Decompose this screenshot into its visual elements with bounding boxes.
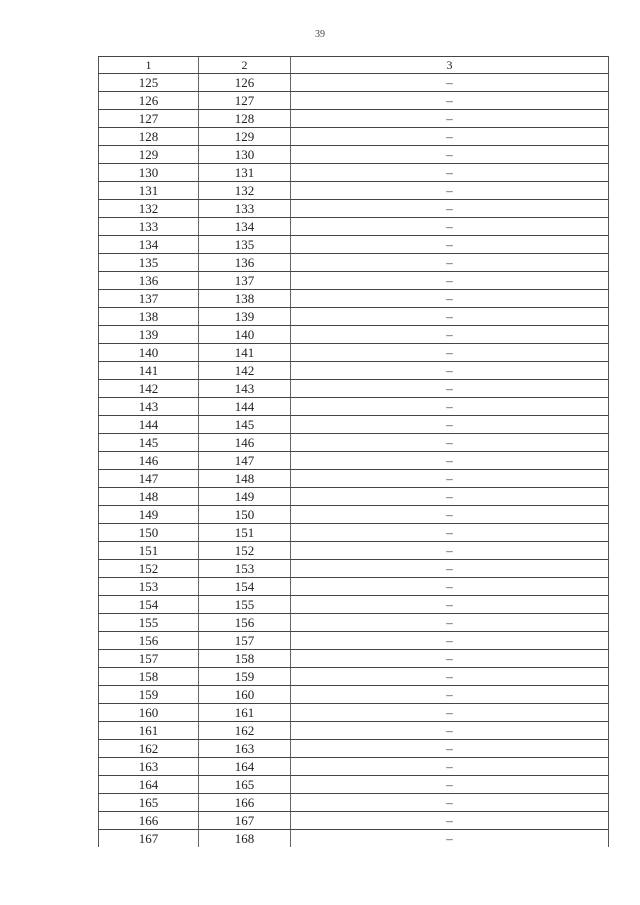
cell-col-1: 137 xyxy=(99,290,199,308)
table-row xyxy=(99,92,609,110)
table-row xyxy=(99,236,609,254)
cell-col-2: 161 xyxy=(199,704,291,722)
cell-col-3: – xyxy=(291,236,609,254)
cell-col-3: – xyxy=(291,146,609,164)
cell-col-2: 160 xyxy=(199,686,291,704)
table-row xyxy=(99,452,609,470)
cell-col-2: 136 xyxy=(199,254,291,272)
table-row xyxy=(99,758,609,776)
cell-col-3: – xyxy=(291,524,609,542)
table-row xyxy=(99,110,609,128)
cell-col-2: 158 xyxy=(199,650,291,668)
table-row xyxy=(99,650,609,668)
cell-col-2: 153 xyxy=(199,560,291,578)
cell-col-2: 142 xyxy=(199,362,291,380)
table-body xyxy=(99,74,609,848)
cell-col-2: 140 xyxy=(199,326,291,344)
cell-col-1: 126 xyxy=(99,92,199,110)
cell-col-2: 135 xyxy=(199,236,291,254)
cell-col-1: 158 xyxy=(99,668,199,686)
cell-col-3: – xyxy=(291,434,609,452)
cell-col-3: – xyxy=(291,812,609,830)
cell-col-3: – xyxy=(291,668,609,686)
table-row xyxy=(99,74,609,92)
cell-col-2: 128 xyxy=(199,110,291,128)
table-row xyxy=(99,308,609,326)
cell-col-1: 133 xyxy=(99,218,199,236)
table-row xyxy=(99,326,609,344)
table-row xyxy=(99,776,609,794)
cell-col-3: – xyxy=(291,110,609,128)
cell-col-1: 152 xyxy=(99,560,199,578)
cell-col-2: 139 xyxy=(199,308,291,326)
cell-col-2: 132 xyxy=(199,182,291,200)
cell-col-2: 162 xyxy=(199,722,291,740)
page-number: 39 xyxy=(315,29,325,40)
cell-col-3: – xyxy=(291,776,609,794)
cell-col-1: 144 xyxy=(99,416,199,434)
cell-col-3: – xyxy=(291,92,609,110)
table-row xyxy=(99,290,609,308)
cell-col-3: – xyxy=(291,632,609,650)
cell-col-2: 144 xyxy=(199,398,291,416)
cell-col-1: 162 xyxy=(99,740,199,758)
table-row xyxy=(99,632,609,650)
table-row xyxy=(99,560,609,578)
cell-col-1: 139 xyxy=(99,326,199,344)
cell-col-3: – xyxy=(291,470,609,488)
table-row xyxy=(99,398,609,416)
cell-col-2: 156 xyxy=(199,614,291,632)
cell-col-1: 129 xyxy=(99,146,199,164)
table-row xyxy=(99,362,609,380)
cell-col-2: 134 xyxy=(199,218,291,236)
cell-col-1: 127 xyxy=(99,110,199,128)
table-row xyxy=(99,200,609,218)
cell-col-1: 167 xyxy=(99,830,199,848)
table-row xyxy=(99,254,609,272)
cell-col-1: 142 xyxy=(99,380,199,398)
table-row xyxy=(99,380,609,398)
cell-col-1: 161 xyxy=(99,722,199,740)
cell-col-1: 134 xyxy=(99,236,199,254)
cell-col-1: 147 xyxy=(99,470,199,488)
cell-col-1: 148 xyxy=(99,488,199,506)
cell-col-3: – xyxy=(291,614,609,632)
column-header-3: 3 xyxy=(291,57,609,74)
cell-col-3: – xyxy=(291,308,609,326)
cell-col-2: 164 xyxy=(199,758,291,776)
table-row xyxy=(99,704,609,722)
cell-col-2: 163 xyxy=(199,740,291,758)
cell-col-1: 150 xyxy=(99,524,199,542)
cell-col-3: – xyxy=(291,596,609,614)
cell-col-1: 153 xyxy=(99,578,199,596)
table-row xyxy=(99,668,609,686)
cell-col-2: 127 xyxy=(199,92,291,110)
cell-col-3: – xyxy=(291,218,609,236)
table-row xyxy=(99,542,609,560)
table-row xyxy=(99,524,609,542)
cell-col-1: 160 xyxy=(99,704,199,722)
cell-col-3: – xyxy=(291,362,609,380)
cell-col-2: 155 xyxy=(199,596,291,614)
cell-col-1: 146 xyxy=(99,452,199,470)
table-row xyxy=(99,416,609,434)
table-row xyxy=(99,128,609,146)
cell-col-2: 151 xyxy=(199,524,291,542)
cell-col-1: 143 xyxy=(99,398,199,416)
cell-col-3: – xyxy=(291,704,609,722)
cell-col-3: – xyxy=(291,830,609,848)
table-row xyxy=(99,614,609,632)
cell-col-3: – xyxy=(291,488,609,506)
cell-col-1: 145 xyxy=(99,434,199,452)
cell-col-1: 141 xyxy=(99,362,199,380)
cell-col-3: – xyxy=(291,326,609,344)
cell-col-1: 151 xyxy=(99,542,199,560)
cell-col-3: – xyxy=(291,794,609,812)
cell-col-3: – xyxy=(291,542,609,560)
cell-col-3: – xyxy=(291,722,609,740)
table-row xyxy=(99,740,609,758)
cell-col-3: – xyxy=(291,290,609,308)
cell-col-3: – xyxy=(291,416,609,434)
cell-col-2: 126 xyxy=(199,74,291,92)
cell-col-2: 159 xyxy=(199,668,291,686)
cell-col-1: 149 xyxy=(99,506,199,524)
cell-col-2: 129 xyxy=(199,128,291,146)
column-header-1: 1 xyxy=(99,57,199,74)
cell-col-1: 131 xyxy=(99,182,199,200)
cell-col-2: 157 xyxy=(199,632,291,650)
table-row xyxy=(99,470,609,488)
cell-col-3: – xyxy=(291,758,609,776)
cell-col-1: 156 xyxy=(99,632,199,650)
cell-col-3: – xyxy=(291,380,609,398)
cell-col-3: – xyxy=(291,128,609,146)
table-row xyxy=(99,578,609,596)
table-row xyxy=(99,722,609,740)
cell-col-2: 133 xyxy=(199,200,291,218)
table-row xyxy=(99,434,609,452)
cell-col-1: 130 xyxy=(99,164,199,182)
header-row xyxy=(99,57,609,74)
cell-col-2: 145 xyxy=(199,416,291,434)
cell-col-1: 157 xyxy=(99,650,199,668)
cell-col-3: – xyxy=(291,398,609,416)
cell-col-1: 136 xyxy=(99,272,199,290)
cell-col-2: 154 xyxy=(199,578,291,596)
cell-col-2: 148 xyxy=(199,470,291,488)
cell-col-3: – xyxy=(291,686,609,704)
cell-col-2: 149 xyxy=(199,488,291,506)
table-row xyxy=(99,218,609,236)
cell-col-1: 128 xyxy=(99,128,199,146)
cell-col-1: 159 xyxy=(99,686,199,704)
cell-col-2: 143 xyxy=(199,380,291,398)
cell-col-1: 164 xyxy=(99,776,199,794)
cell-col-1: 125 xyxy=(99,74,199,92)
table-row xyxy=(99,794,609,812)
cell-col-2: 146 xyxy=(199,434,291,452)
cell-col-1: 166 xyxy=(99,812,199,830)
cell-col-1: 138 xyxy=(99,308,199,326)
cell-col-3: – xyxy=(291,452,609,470)
cell-col-2: 131 xyxy=(199,164,291,182)
cell-col-3: – xyxy=(291,344,609,362)
table-row xyxy=(99,596,609,614)
cell-col-3: – xyxy=(291,74,609,92)
cell-col-2: 141 xyxy=(199,344,291,362)
table-row xyxy=(99,182,609,200)
cell-col-2: 165 xyxy=(199,776,291,794)
table-row xyxy=(99,488,609,506)
table-row xyxy=(99,272,609,290)
cell-col-3: – xyxy=(291,164,609,182)
data-table xyxy=(98,56,609,847)
table-row xyxy=(99,506,609,524)
cell-col-2: 130 xyxy=(199,146,291,164)
cell-col-3: – xyxy=(291,650,609,668)
cell-col-3: – xyxy=(291,560,609,578)
cell-col-3: – xyxy=(291,506,609,524)
column-header-2: 2 xyxy=(199,57,291,74)
cell-col-3: – xyxy=(291,740,609,758)
cell-col-3: – xyxy=(291,272,609,290)
table-row xyxy=(99,146,609,164)
table-row xyxy=(99,344,609,362)
cell-col-1: 140 xyxy=(99,344,199,362)
cell-col-3: – xyxy=(291,578,609,596)
table-row xyxy=(99,164,609,182)
cell-col-3: – xyxy=(291,254,609,272)
cell-col-2: 150 xyxy=(199,506,291,524)
table-row xyxy=(99,830,609,848)
cell-col-1: 135 xyxy=(99,254,199,272)
cell-col-2: 168 xyxy=(199,830,291,848)
cell-col-1: 154 xyxy=(99,596,199,614)
cell-col-3: – xyxy=(291,182,609,200)
cell-col-2: 138 xyxy=(199,290,291,308)
cell-col-2: 152 xyxy=(199,542,291,560)
cell-col-1: 132 xyxy=(99,200,199,218)
cell-col-2: 166 xyxy=(199,794,291,812)
cell-col-2: 147 xyxy=(199,452,291,470)
cell-col-1: 165 xyxy=(99,794,199,812)
cell-col-2: 137 xyxy=(199,272,291,290)
cell-col-2: 167 xyxy=(199,812,291,830)
cell-col-1: 163 xyxy=(99,758,199,776)
table-row xyxy=(99,686,609,704)
cell-col-1: 155 xyxy=(99,614,199,632)
table-row xyxy=(99,812,609,830)
cell-col-3: – xyxy=(291,200,609,218)
